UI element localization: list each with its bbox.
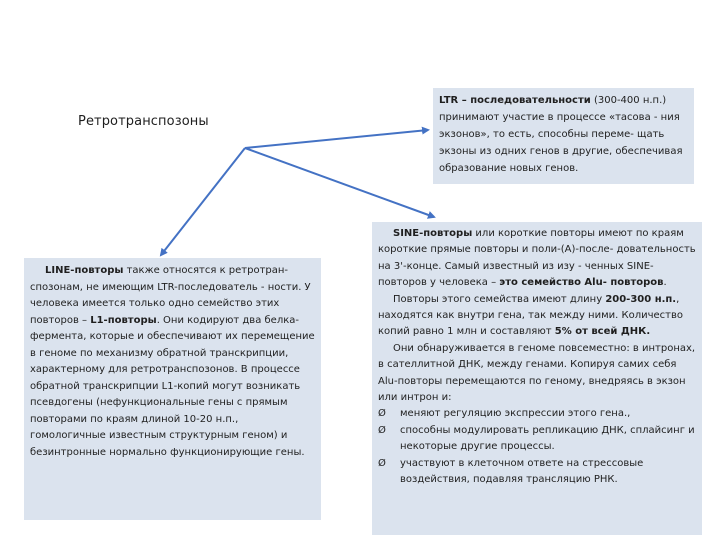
sine-text-1: или короткие повторы имеют по краям короткие прямые повторы и поли-(А)-после- довательность на 3'-конце. Самый известный из изу - ченных SINE-повторов у человека – [378,228,696,289]
ltr-box [433,88,694,184]
arrow-to-line [161,148,245,255]
sine-paragraph-1 [378,226,696,292]
sine-alu-family: это семейство Alu- повторов [499,277,664,289]
page-title: Ретротранспозоны [78,114,209,129]
line-text-1: также относятся к ретротран- спозонам, не имеющим LTR-последователь - ности. У человека имеется только одно семейство этих повторов – [30,265,311,326]
list-item [378,456,696,489]
sine-paragraph-3: Они обнаруживается в геноме повсеместно: в интронах, в сателлитной ДНК, между генами. Копируя самих себя Alu-повторы перемещаются по геному, внедряясь в экзон или интрон и: [378,342,696,404]
sine-text-1-end: . [663,277,667,289]
arrow-bullet-icon: Ø [378,457,386,469]
sine-length: 200-300 н.п. [605,293,677,305]
ltr-paragraph [439,92,688,177]
sine-text-2a: Повторы этого семейства имеют длину [393,293,606,305]
ltr-text: (300-400 н.п.) принимают участие в процессе «тасова - ния экзонов», то есть, способны переме- щать экзоны из одних генов в другие, обеспечивая образование новых генов. [439,95,683,174]
bullet-text: способны модулировать репликацию ДНК, сплайсинг и некоторые другие процессы. [400,424,695,453]
ltr-term: LTR – последовательности [439,95,591,106]
sine-paragraph-2 [378,292,696,341]
line-term: LINE-повторы [45,265,124,276]
sine-text-2c: , находятся как внутри гена, так между ними. Количество копий равно 1 млн и составляют [378,293,683,338]
line-paragraph [30,263,315,461]
sine-bullet-list [378,406,696,488]
sine-box [372,222,702,535]
arrow-bullet-icon: Ø [378,408,386,420]
arrow-to-ltr [245,130,428,148]
sine-term: SINE-повторы [393,228,473,239]
list-item [378,423,696,456]
list-item [378,406,696,422]
bullet-text: участвуют в клеточном ответе на стрессовые воздействия, подавляя трансляцию РНК. [400,457,644,486]
sine-percent: 5% от всей ДНК. [554,326,651,338]
line-text-2: . Они кодируют два белка-фермента, которые и обеспечивают их перемещение в геноме по механизму обратной транскрипции, характерному для ретротранспозонов. В процессе обратной транскрипции L1-копий могут возникать псевдогены (нефункциональные гены с прямым повторами по краям длиной 10-20 н.п., гомологичные известным структурным геном) и безинтронные нормально функционирующие гены. [30,314,315,458]
arrow-to-sine [245,148,434,217]
arrow-bullet-icon: Ø [378,424,386,436]
bullet-text: меняют регуляцию экспрессии этого гена., [400,408,631,420]
line-bold-l1: L1-повторы [90,314,157,326]
line-box [24,258,321,520]
